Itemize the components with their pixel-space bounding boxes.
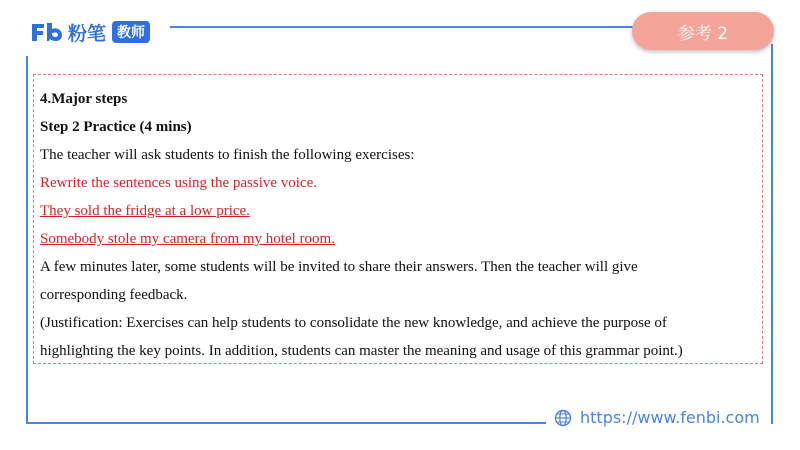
fb-logo-icon bbox=[30, 20, 64, 44]
instruction-text: The teacher will ask students to finish the following exercises: bbox=[40, 147, 415, 163]
footer-url bbox=[554, 408, 760, 427]
justification-line: (Justification: Exercises can help students to consolidate the new knowledge, and achieve the purpose of bbox=[40, 315, 667, 331]
brand-name: 粉笔 bbox=[68, 22, 107, 45]
section-heading: 4.Major steps bbox=[40, 91, 128, 107]
step-heading: Step 2 Practice (4 mins) bbox=[40, 119, 192, 135]
globe-icon bbox=[554, 409, 572, 427]
frame-bottom-border bbox=[26, 422, 546, 424]
reference-tag: 参考 2 bbox=[632, 12, 774, 50]
content-box bbox=[33, 74, 763, 364]
frame-right-border bbox=[771, 44, 773, 424]
exercise-sentence-2: Somebody stole my camera from my hotel room. bbox=[40, 231, 335, 247]
exercise-sentence-1: They sold the fridge at a low price. bbox=[40, 203, 250, 219]
exercise-prompt: Rewrite the sentences using the passive voice. bbox=[40, 175, 318, 191]
footer-url-text: https://www.fenbi.com bbox=[580, 408, 760, 427]
body-text-line: corresponding feedback. bbox=[40, 287, 188, 303]
justification-line: highlighting the key points. In addition, students can master the meaning and usage of this grammar point.) bbox=[40, 343, 683, 359]
brand-logo bbox=[30, 20, 150, 44]
frame-left-border bbox=[26, 56, 28, 424]
header-divider bbox=[170, 26, 640, 28]
body-text-line: A few minutes later, some students will be invited to share their answers. Then the teacher will give bbox=[40, 259, 638, 275]
brand-badge: 教师 bbox=[112, 21, 150, 43]
